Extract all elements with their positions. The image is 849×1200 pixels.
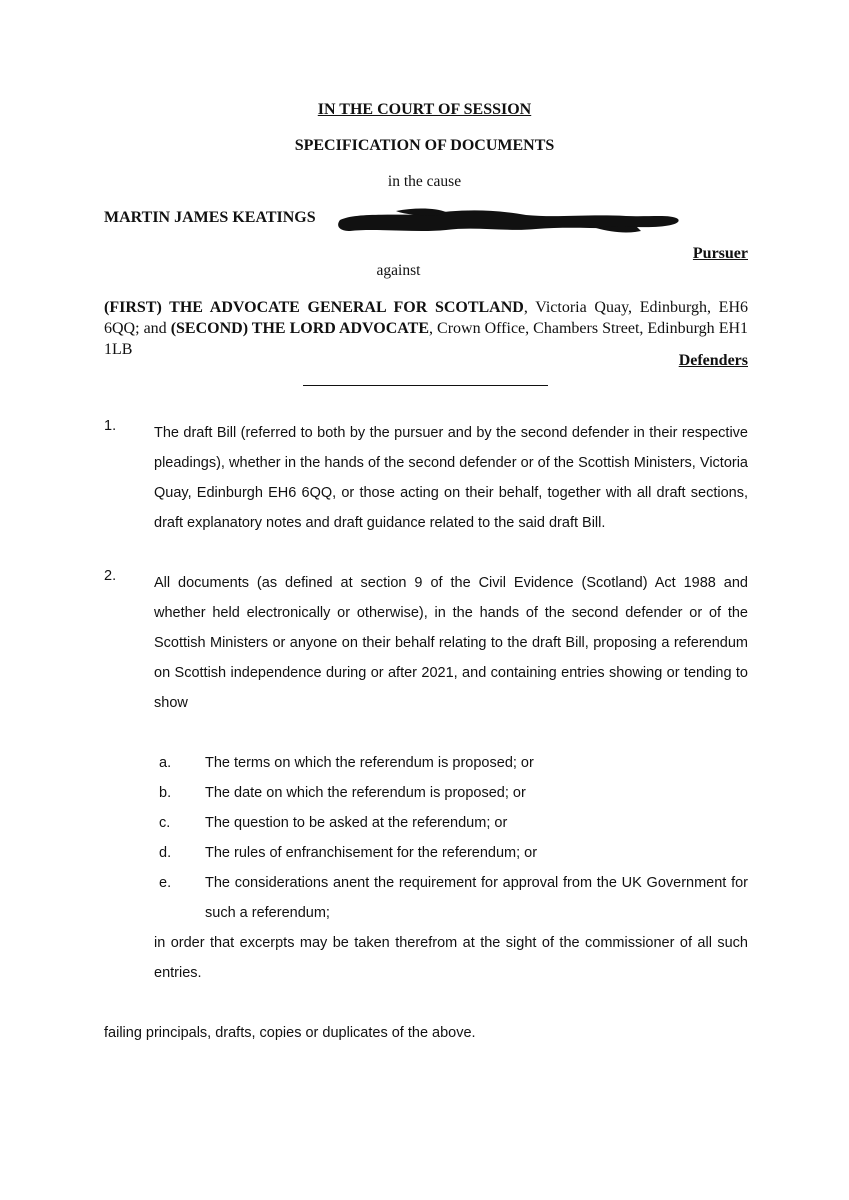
redaction-mark bbox=[336, 206, 684, 236]
document-title: SPECIFICATION OF DOCUMENTS bbox=[294, 137, 555, 154]
sub-item bbox=[104, 808, 748, 838]
in-the-cause-line: in the cause bbox=[387, 173, 462, 190]
item-number: 1. bbox=[104, 418, 117, 434]
sub-item-text: The rules of enfranchisement for the referendum; or bbox=[205, 845, 538, 861]
first-defender-name: (FIRST) THE ADVOCATE GENERAL FOR SCOTLAND bbox=[104, 299, 524, 316]
sub-item-letter: e. bbox=[159, 875, 172, 891]
closing-paragraph: in order that excerpts may be taken therefrom at the sight of the commissioner of all such entries. bbox=[154, 935, 748, 981]
sub-item bbox=[104, 838, 748, 868]
sub-item-text: The considerations anent the requirement for approval from the UK Government for such a referendum; bbox=[205, 875, 748, 921]
pursuer-label: Pursuer bbox=[692, 245, 748, 262]
sub-item bbox=[104, 868, 748, 928]
second-defender-address: , Crown Office, Chambers Street, Edinburgh EH1 1LB bbox=[104, 320, 749, 358]
sub-item-text: The date on which the referendum is proposed; or bbox=[205, 785, 526, 801]
list-item bbox=[104, 568, 748, 718]
against-line bbox=[0, 262, 849, 280]
sub-item-letter: d. bbox=[159, 845, 172, 861]
sub-item-letter: a. bbox=[159, 755, 172, 771]
first-defender-address: , Victoria Quay, Edinburgh, EH6 6QQ; and bbox=[104, 299, 749, 337]
list-item bbox=[104, 418, 748, 538]
defenders-label: Defenders bbox=[678, 352, 748, 369]
sub-item bbox=[104, 748, 748, 778]
sub-item bbox=[104, 778, 748, 808]
separator-rule bbox=[303, 385, 548, 386]
pursuer-name: MARTIN JAMES KEATINGS bbox=[104, 209, 316, 226]
sub-item-text: The question to be asked at the referendum; or bbox=[205, 815, 508, 831]
item-text: All documents (as defined at section 9 of the Civil Evidence (Scotland) Act 1988 and whether held electronically or otherwise), in the hands of the second defender or of the Scottish Ministers or anyone on their behalf relating to the draft Bill, proposing a referendum on Scottish independence during or after 2021, and containing entries showing or tending to show bbox=[154, 575, 748, 711]
court-heading: IN THE COURT OF SESSION bbox=[317, 101, 532, 118]
against-text: against bbox=[376, 262, 421, 279]
second-defender-name: (SECOND) THE LORD ADVOCATE bbox=[170, 320, 429, 337]
defenders-description bbox=[104, 297, 748, 360]
sub-item-letter: b. bbox=[159, 785, 172, 801]
sub-item-text: The terms on which the referendum is proposed; or bbox=[205, 755, 534, 771]
item-number: 2. bbox=[104, 568, 117, 584]
sub-item-letter: c. bbox=[159, 815, 171, 831]
item-text: The draft Bill (referred to both by the pursuer and by the second defender in their respective pleadings), whether in the hands of the second defender or of the Scottish Ministers, Victoria Quay, Edinburgh EH6 6QQ, or those acting on their behalf, together with all draft sections, draft explanatory notes and draft guidance related to the said draft Bill. bbox=[154, 425, 748, 531]
failing-clause: failing principals, drafts, copies or duplicates of the above. bbox=[104, 1025, 476, 1041]
